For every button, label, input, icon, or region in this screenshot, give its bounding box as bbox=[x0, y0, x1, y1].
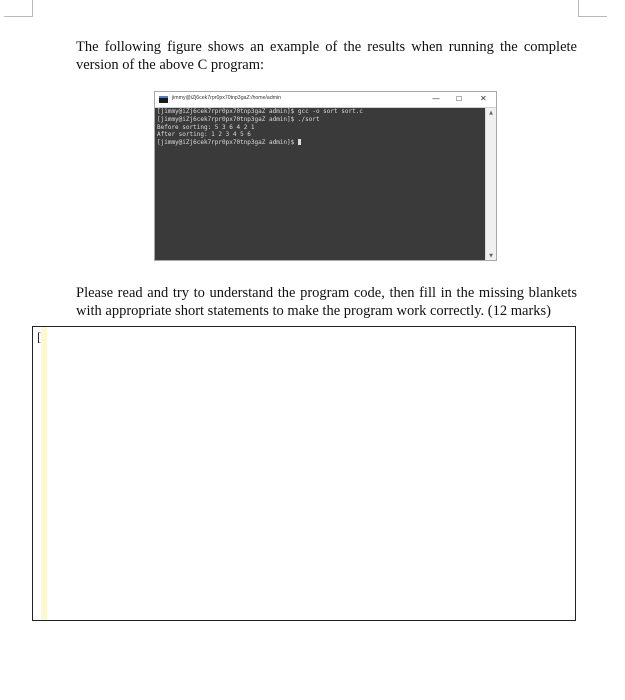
minimize-icon: — bbox=[432, 94, 440, 103]
instruction-paragraph: Please read and try to understand the program code, then fill in the missing blankets with appropriate short statements to make the program work correctly. (12 marks) bbox=[76, 285, 577, 319]
intro-paragraph: The following figure shows an example of the results when running the complete version of the above C program: bbox=[76, 39, 577, 73]
page-corner-mark-top-right bbox=[578, 0, 607, 17]
answer-text-area[interactable] bbox=[53, 331, 569, 616]
scroll-down-icon: ▼ bbox=[489, 253, 493, 259]
terminal-cursor bbox=[298, 139, 301, 145]
close-icon: ✕ bbox=[480, 94, 487, 103]
scroll-up-icon: ▲ bbox=[489, 110, 493, 116]
page-corner-mark-top-left bbox=[4, 0, 33, 17]
answer-margin-highlight bbox=[41, 327, 47, 620]
terminal-window-title: jimmy@iZj6cek7rpr0px70tnp3gaZ:/home/admin bbox=[172, 95, 282, 101]
terminal-line-compile: [jimmy@iZj6cek7rpr0px70tnp3gaZ admin]$ gcc -o sort sort.c bbox=[157, 108, 363, 115]
terminal-line-run: [jimmy@iZj6cek7rpr0px70tnp3gaZ admin]$ ./sort bbox=[157, 115, 320, 123]
terminal-line-after: After sorting: 1 2 3 4 5 6 bbox=[157, 131, 251, 139]
terminal-prompt-text: [jimmy@iZj6cek7rpr0px70tnp3gaZ admin]$ bbox=[157, 139, 298, 147]
terminal-scrollbar bbox=[485, 108, 496, 260]
terminal-line-prompt bbox=[156, 139, 485, 147]
maximize-icon: ☐ bbox=[456, 95, 463, 103]
terminal-line-before: Before sorting: 5 3 6 4 2 1 bbox=[157, 123, 255, 131]
terminal-titlebar bbox=[155, 92, 496, 108]
terminal-app-icon bbox=[159, 96, 168, 103]
answer-field-bracket: [ bbox=[37, 329, 42, 344]
terminal-screenshot bbox=[154, 91, 497, 261]
answer-box[interactable] bbox=[32, 326, 576, 621]
terminal-output bbox=[156, 108, 485, 260]
